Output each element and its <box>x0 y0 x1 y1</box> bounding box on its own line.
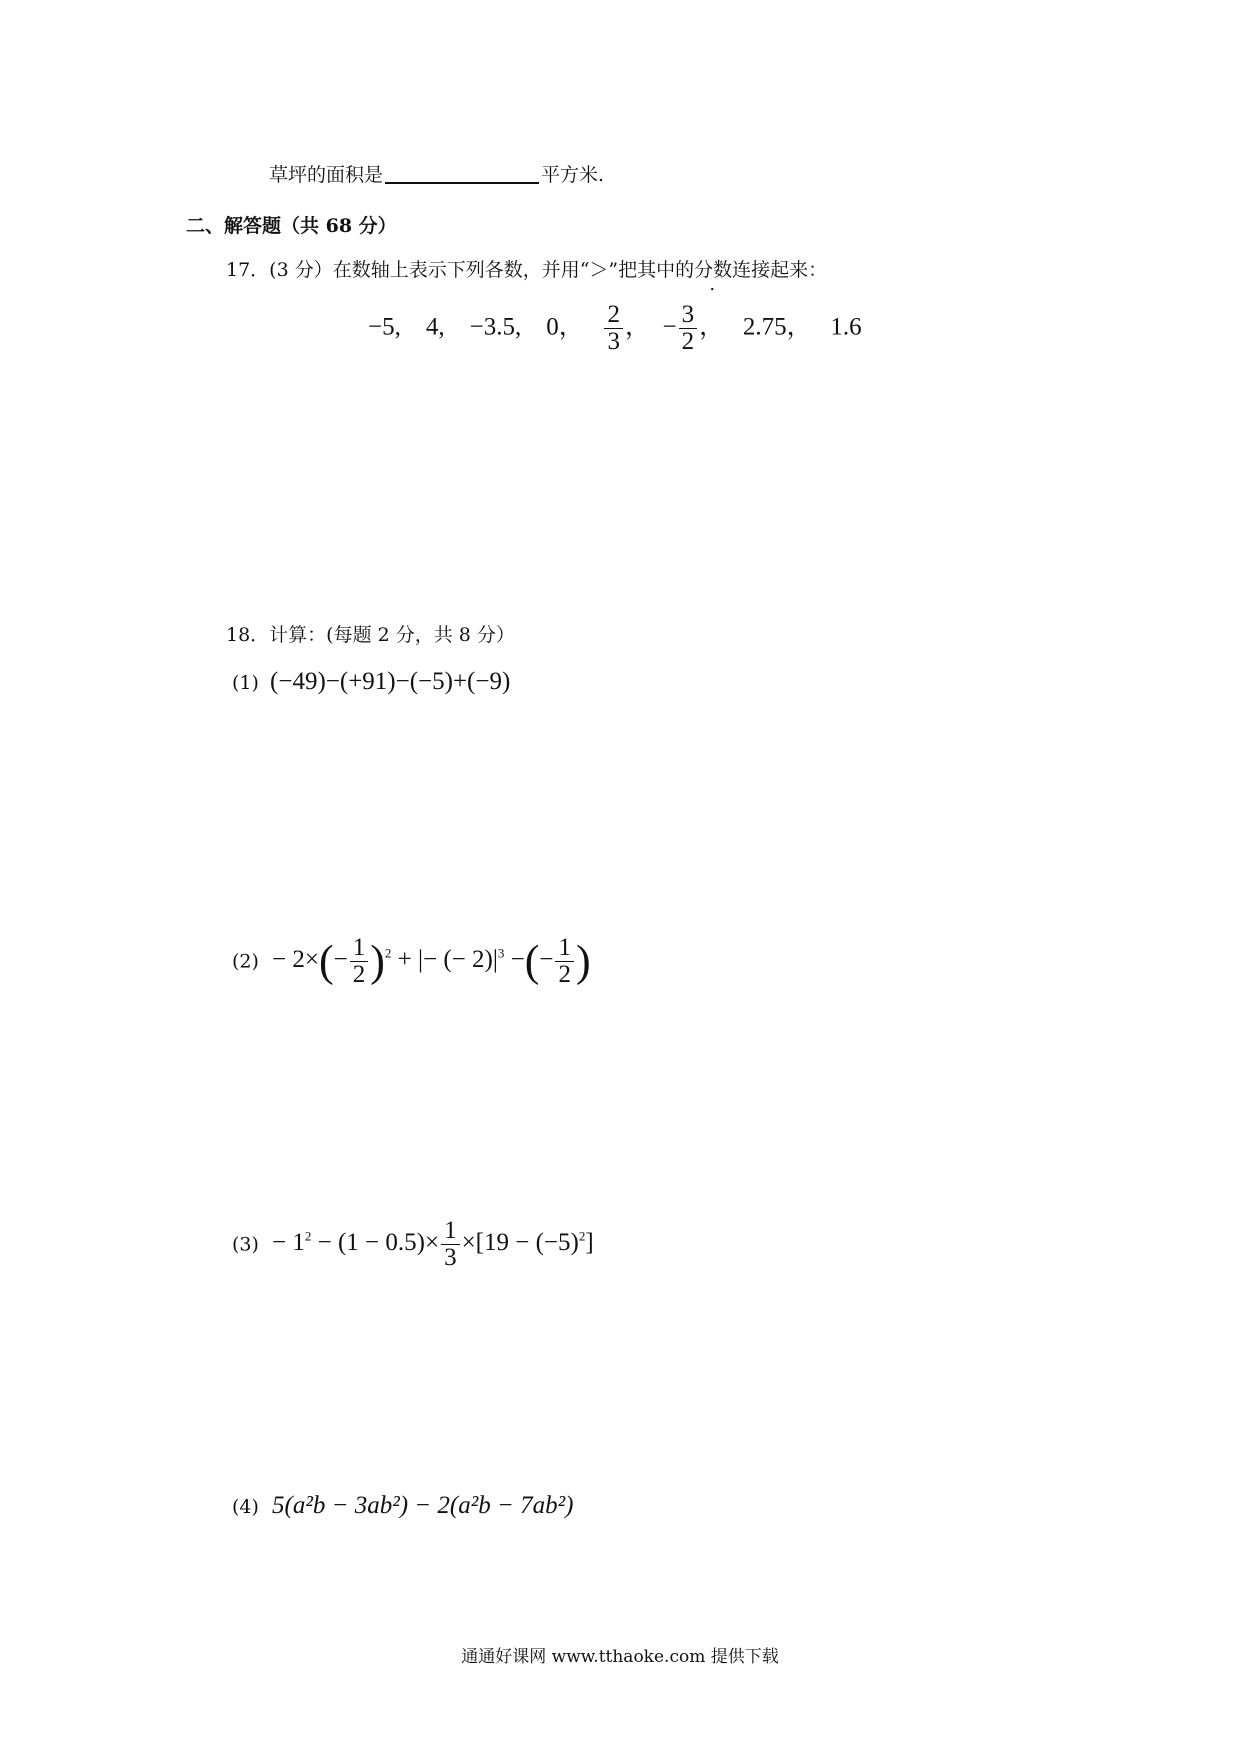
q18-part1 <box>232 668 510 696</box>
q18-part3-exp-2: 2 <box>578 1229 586 1245</box>
q17-prompt-part-b: 连接起来： <box>732 259 828 281</box>
q18-part2-sign: − <box>333 946 348 974</box>
q18-title: 18．计算：(每题 2 分，共 8 分） <box>226 624 515 646</box>
q17-number-list <box>368 302 862 356</box>
q17-prompt <box>226 255 827 282</box>
q17-prompt-part-a: 17．(3 分）在数轴上表示下列各数，并用“＞”把其中的 <box>226 259 695 281</box>
q17-num-4: 0， <box>546 313 584 341</box>
q17-num-275: 2.75， <box>742 313 812 341</box>
q16-text-before: 草坪的面积是 <box>269 164 384 186</box>
q18-part2-label: (2) <box>232 950 259 973</box>
q18-part4-expression: 5(a²b − 3ab²) − 2(a²b − 7ab²) <box>272 1492 574 1519</box>
q18-part2-sign-2: − <box>539 946 554 974</box>
q18-part4 <box>232 1492 573 1520</box>
q18-part1-expression: (−49)−(+91)−(−5)+(−9) <box>270 668 511 695</box>
q18-part2-fraction-1: $\frac{1}{2}$ <box>350 935 369 989</box>
q17-emphasis: 分数 <box>694 259 733 281</box>
q18-part2-term-a: − 2× <box>272 946 319 974</box>
q18-part2-cube: 3 <box>497 946 505 962</box>
q16-tail-line <box>269 160 604 187</box>
q17-neg-sign: − <box>662 313 677 341</box>
q18-part3-label: (3) <box>232 1233 259 1256</box>
q18-part3-term-c: ×[19 − (−5) <box>461 1229 579 1257</box>
page-footer: 通通好课网 www.tthaoke.com 提供下载 <box>461 1647 779 1667</box>
q18-part3-term-a: − 1 <box>272 1229 305 1257</box>
q18-part2-abs-term: + |− (− 2)| <box>397 946 498 974</box>
q17-num-16: 1.6 <box>830 313 862 341</box>
q18-part2-minus: − <box>510 946 525 974</box>
q17-num-2: 4, <box>425 313 445 341</box>
q18-part2: (2) − 2×(− $\frac{1}{2}$ )$^2$ + |− (− $2)|^3$ −(− $\frac{1}{2}$ ) <box>232 934 591 989</box>
answer-blank <box>385 162 539 184</box>
q18-part3-term-b: − (1 − 0.5)× <box>311 1229 440 1257</box>
q18-part3-fraction: $\frac{1}{3}$ <box>441 1218 460 1272</box>
q18-part3-exp: 2 <box>304 1229 312 1245</box>
section-title: 二、解答题（共 68 分） <box>186 215 397 237</box>
q18-part1-label: (1) <box>232 672 259 694</box>
q18-part2-fraction-2: $\frac{1}{2}$ <box>555 935 574 989</box>
q18-part3 <box>232 1218 594 1272</box>
q17-fraction-2-3: $\frac{2}{3}$ <box>604 302 623 356</box>
q18-part3-term-d: ] <box>585 1229 594 1257</box>
q17-fraction-3-2: $\frac{3}{2}$ <box>679 302 698 356</box>
q16-text-after: 平方米. <box>541 164 605 186</box>
q17-num-3: −3.5, <box>469 313 522 341</box>
q18-part2-exponent: 2 <box>384 946 392 962</box>
q18-part4-label: (4) <box>232 1496 259 1518</box>
q17-sep-1: ， <box>624 313 650 341</box>
q17-num-1: −5, <box>368 313 401 341</box>
q17-sep-2: ， <box>699 313 725 341</box>
